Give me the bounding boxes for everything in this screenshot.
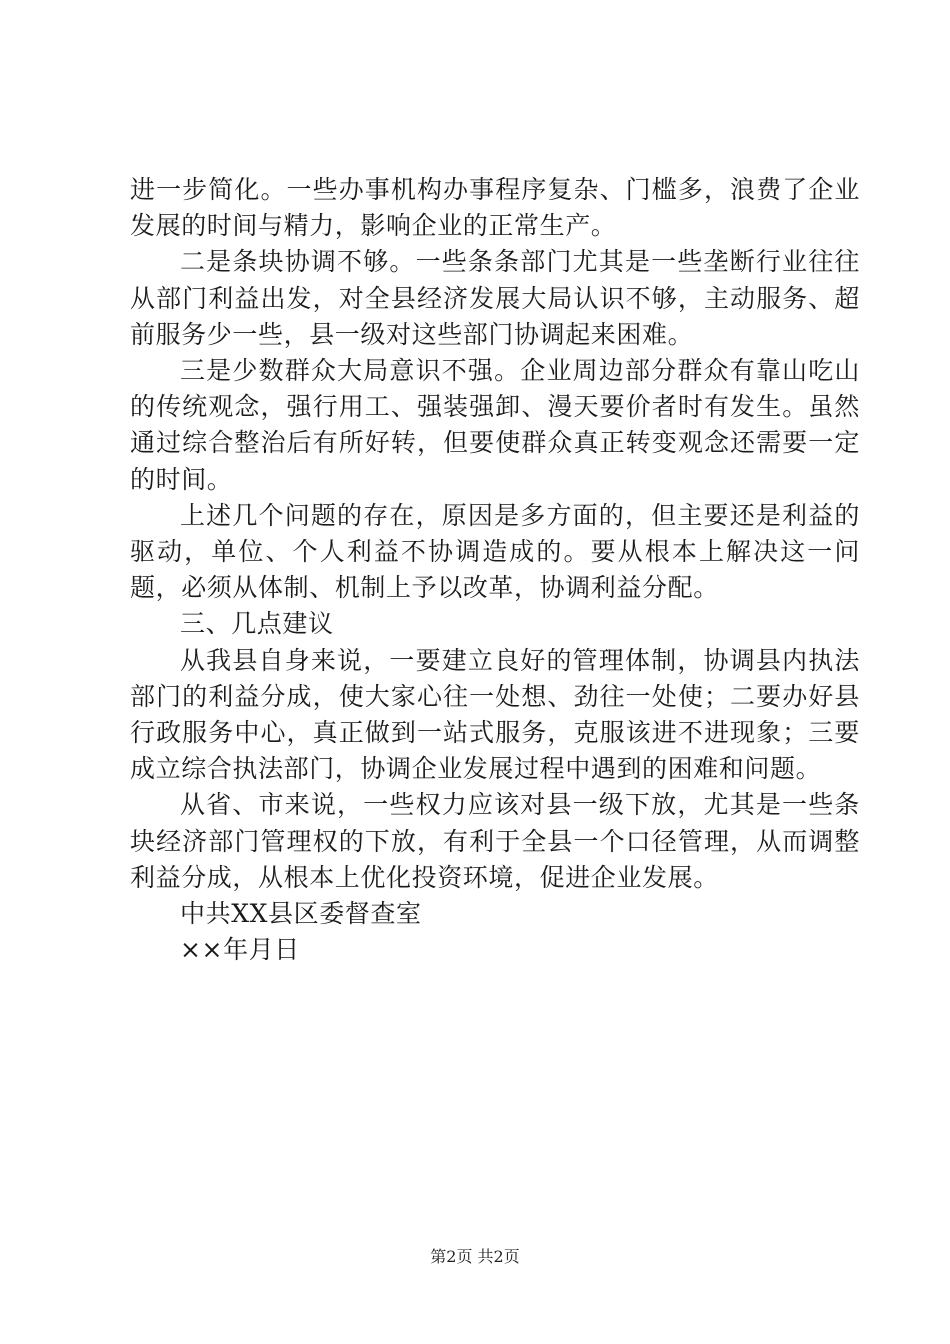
paragraph-public-awareness: 三是少数群众大局意识不强。企业周边部分群众有靠山吃山的传统观念，强行用工、强装强卸、漫天要价者时有发生。虽然通过综合整治后有所好转，但要使群众真正转变观念还需要一定的时间。 xyxy=(130,356,860,494)
signature-organization: 中共XX县区委督查室 xyxy=(180,899,422,929)
section-heading-suggestions: 三、几点建议 xyxy=(180,609,334,639)
paragraph-county-suggestions: 从我县自身来说，一要建立良好的管理体制，协调县内执法部门的利益分成，使大家心往一处想、劲往一处使；二要办好县行政服务中心，真正做到一站式服务，克服该进不进现象；三要成立综合执法部门，协调企业发展过程中遇到的困难和问题。 xyxy=(130,645,860,784)
signature-date: ××年月日 xyxy=(180,935,300,965)
paragraph-province-suggestions: 从省、市来说，一些权力应该对县一级下放，尤其是一些条块经济部门管理权的下放，有利于全县一个口径管理，从而调整利益分成，从根本上优化投资环境，促进企业发展。 xyxy=(130,790,860,892)
paragraph-continuation: 进一步简化。一些办事机构办事程序复杂、门槛多，浪费了企业发展的时间与精力，影响企业的正常生产。 xyxy=(130,175,860,241)
paragraph-causes: 上述几个问题的存在，原因是多方面的，但主要还是利益的驱动，单位、个人利益不协调造成的。要从根本上解决这一问题，必须从体制、机制上予以改革，协调利益分配。 xyxy=(130,500,860,603)
page-number-footer: 第2页 共2页 xyxy=(430,1247,520,1266)
paragraph-coordination: 二是条块协调不够。一些条条部门尤其是一些垄断行业往往从部门利益出发，对全县经济发展大局认识不够，主动服务、超前服务少一些，县一级对这些部门协调起来困难。 xyxy=(130,247,860,349)
document-body xyxy=(130,172,860,968)
